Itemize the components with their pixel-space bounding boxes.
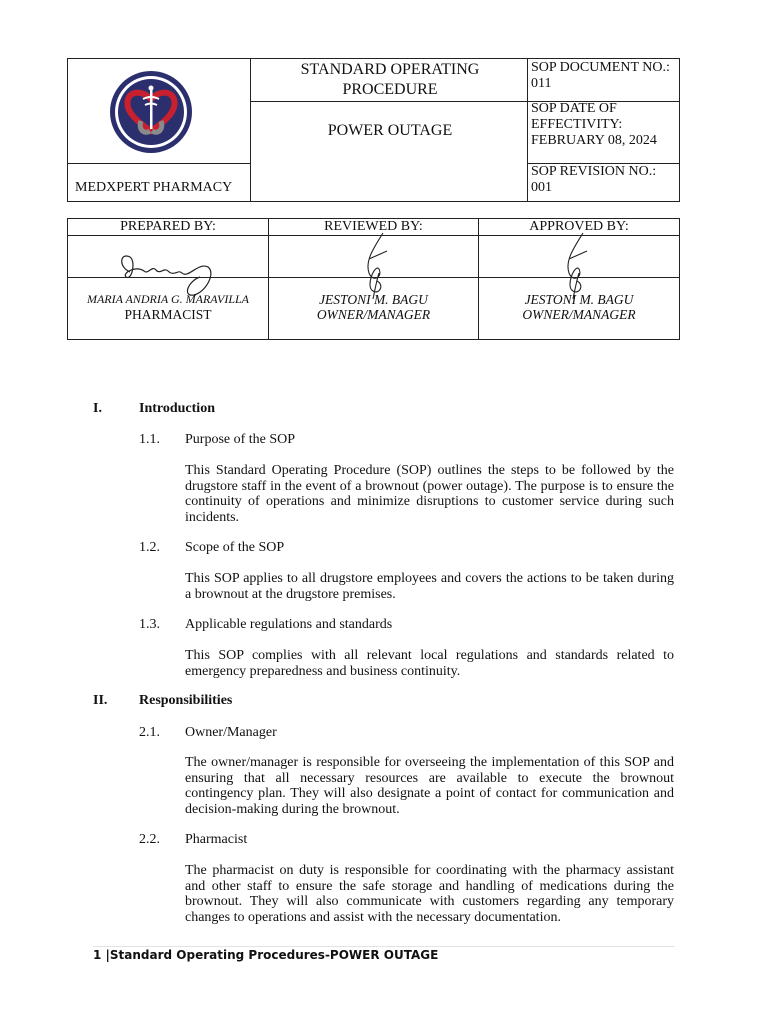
paragraph: The owner/manager is responsible for overseeing the implementation of this SOP and ensuring that all necessary resources are available to execute the brownout contingency plan. They will also designate a point of contact for communication and decision-making during the brownout. <box>185 755 674 817</box>
sop-header-table <box>67 58 680 202</box>
footer-divider <box>93 946 675 947</box>
approval-table <box>67 218 680 340</box>
doc-no-label: SOP DOCUMENT NO.: <box>531 60 670 75</box>
subsection-title: Applicable regulations and standards <box>185 617 393 632</box>
date-value: FEBRUARY 08, 2024 <box>531 133 657 148</box>
section-title: Responsibilities <box>139 693 233 708</box>
page-footer: 1 |Standard Operating Procedures-POWER OUTAGE <box>93 948 439 962</box>
subsection-title: Owner/Manager <box>185 725 277 740</box>
subsection-number: 2.1. <box>139 725 160 740</box>
document-title: STANDARD OPERATING PROCEDURE <box>300 61 480 98</box>
prepared-by-signatory <box>68 292 268 322</box>
approved-by-label: APPROVED BY: <box>529 219 629 234</box>
approved-by-signatory <box>479 292 679 322</box>
document-subject: POWER OUTAGE <box>327 122 453 139</box>
reviewed-by-title: OWNER/MANAGER <box>316 307 431 322</box>
subsection-title: Purpose of the SOP <box>185 432 296 447</box>
prepared-by-name: MARIA ANDRIA G. MARAVILLA <box>86 292 250 306</box>
subsection-number: 1.1. <box>139 432 160 447</box>
paragraph: This Standard Operating Procedure (SOP) outlines the steps to be followed by the drugstore staff in the event of a brownout (power outage). The purpose is to ensure the continuity of operations and minimize disruptions to customer service during such incidents. <box>185 463 674 525</box>
company-name: MEDXPERT PHARMACY <box>75 180 233 195</box>
subsection-number: 1.3. <box>139 617 160 632</box>
date-cell <box>531 101 679 149</box>
header-divider <box>68 163 250 164</box>
medxpert-logo <box>108 69 194 155</box>
section-number: II. <box>93 693 108 708</box>
date-label: SOP DATE OF EFFECTIVITY: <box>531 101 623 132</box>
header-divider <box>250 59 251 201</box>
subsection-number: 1.2. <box>139 540 160 555</box>
reviewed-by-label: REVIEWED BY: <box>324 219 423 234</box>
approved-by-name: JESTONI M. BAGU <box>524 292 634 307</box>
prepared-by-title: PHARMACIST <box>124 307 212 322</box>
subsection-number: 2.2. <box>139 832 160 847</box>
prepared-by-label: PREPARED BY: <box>120 219 216 234</box>
revision-cell <box>531 164 679 196</box>
doc-no-value: 011 <box>531 76 552 91</box>
revision-label: SOP REVISION NO.: <box>531 164 657 179</box>
revision-value: 001 <box>531 180 552 195</box>
doc-no-cell <box>531 60 679 92</box>
subsection-title: Pharmacist <box>185 832 248 847</box>
paragraph: This SOP applies to all drugstore employees and covers the actions to be taken during a brownout at the drugstore premises. <box>185 571 674 602</box>
approved-by-title: OWNER/MANAGER <box>522 307 636 322</box>
reviewed-by-name: JESTONI M. BAGU <box>319 292 428 307</box>
paragraph: This SOP complies with all relevant local regulations and standards related to emergency preparedness and business continuity. <box>185 648 674 679</box>
section-number: I. <box>93 401 102 416</box>
paragraph: The pharmacist on duty is responsible for coordinating with the pharmacy assistant and other staff to ensure the safe storage and handling of medications during the brownout. They will also communicate with customers regarding any temporary changes to operations and assist with the necessary documentation. <box>185 863 674 925</box>
reviewed-by-signatory <box>269 292 478 322</box>
subsection-title: Scope of the SOP <box>185 540 285 555</box>
section-title: Introduction <box>139 401 215 416</box>
